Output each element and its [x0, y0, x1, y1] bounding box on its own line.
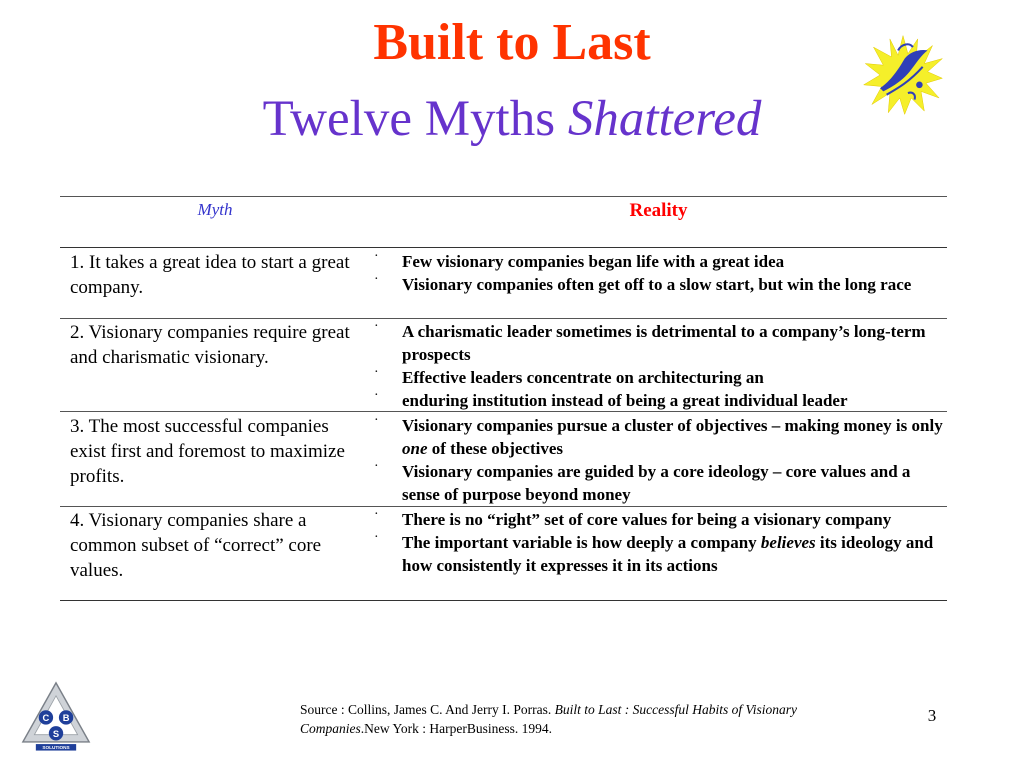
- table-bottom-rule: [60, 600, 947, 601]
- cbs-solutions-logo-icon: [20, 680, 92, 752]
- myth-cell-1: 1. It takes a great idea to start a great company.: [70, 252, 350, 298]
- bullet-dot-icon: ·: [374, 365, 379, 380]
- slide-title: Built to Last: [373, 14, 651, 71]
- logo-letter: B: [62, 713, 70, 724]
- reality-bullet: [372, 273, 944, 296]
- reality-text: enduring institution instead of being a great individual leader: [402, 391, 848, 410]
- logo-letter: C: [42, 713, 50, 724]
- bullet-dot-icon: ·: [374, 249, 379, 264]
- reality-text: Visionary companies are guided by a core ideology – core values and a sense of purpose beyond money: [402, 462, 911, 504]
- bullet-dot-icon: ·: [374, 459, 379, 474]
- myth-cell-4: 4. Visionary companies share a common subset of “correct” core values.: [70, 510, 322, 581]
- reality-text: There is no “right” set of core values for being a visionary company: [402, 510, 892, 529]
- reality-bullet: [372, 389, 944, 412]
- bullet-dot-icon: ·: [374, 319, 379, 334]
- reality-cell-3: [372, 414, 944, 506]
- reality-text: Visionary companies often get off to a slow start, but win the long race: [402, 275, 912, 294]
- reality-emphasis: one: [402, 439, 428, 458]
- row-divider-1: [60, 318, 947, 319]
- reality-text: Few visionary companies began life with a great idea: [402, 252, 785, 271]
- source-citation: [300, 700, 820, 738]
- reality-bullet: [372, 320, 944, 366]
- table-header-rule: [60, 247, 947, 248]
- reality-bullet: [372, 508, 944, 531]
- reality-bullet: [372, 250, 944, 273]
- reality-bullet: [372, 460, 944, 506]
- reality-text: its ideology and how consistently it expresses it in its actions: [402, 533, 934, 575]
- reality-cell-1: [372, 250, 944, 296]
- myth-cell-3: 3. The most successful companies exist first and foremost to maximize profits.: [70, 416, 345, 487]
- bullet-dot-icon: ·: [374, 272, 379, 287]
- starburst-emblem-icon: [862, 34, 944, 116]
- column-header-myth: Myth: [197, 200, 233, 219]
- reality-bullet: [372, 531, 944, 577]
- bullet-dot-icon: ·: [374, 530, 379, 545]
- page-number: 3: [927, 706, 937, 725]
- reality-text: Visionary companies pursue a cluster of objectives – making money is only: [402, 416, 943, 435]
- reality-emphasis: believes: [760, 533, 816, 552]
- source-book-title: Built to Last : Successful Habits of Visionary Companies: [300, 702, 797, 736]
- row-divider-3: [60, 506, 947, 507]
- table-top-rule: [60, 196, 947, 197]
- reality-text: Effective leaders concentrate on architecturing an: [402, 368, 764, 387]
- source-prefix: Source : Collins, James C. And Jerry I. Porras.: [300, 702, 555, 717]
- logo-caption: SOLUTIONS: [42, 745, 70, 751]
- reality-cell-2: [372, 320, 944, 412]
- bullet-dot-icon: ·: [374, 388, 379, 403]
- reality-text: of these objectives: [427, 439, 563, 458]
- myth-cell-2: 2. Visionary companies require great and charismatic visionary.: [70, 322, 350, 368]
- subtitle-emphasis: Shattered: [567, 91, 762, 147]
- reality-bullet: [372, 414, 944, 460]
- subtitle-main: Twelve Myths: [262, 91, 568, 147]
- logo-letter: S: [52, 728, 60, 739]
- reality-text: A charismatic leader sometimes is detrimental to a company’s long-term prospects: [402, 322, 926, 364]
- reality-cell-4: [372, 508, 944, 577]
- source-suffix: .New York : HarperBusiness. 1994.: [360, 721, 552, 736]
- reality-bullet: [372, 366, 944, 389]
- column-header-reality: Reality: [629, 200, 688, 221]
- reality-text: The important variable is how deeply a company: [402, 533, 761, 552]
- bullet-dot-icon: ·: [374, 413, 379, 428]
- bullet-dot-icon: ·: [374, 507, 379, 522]
